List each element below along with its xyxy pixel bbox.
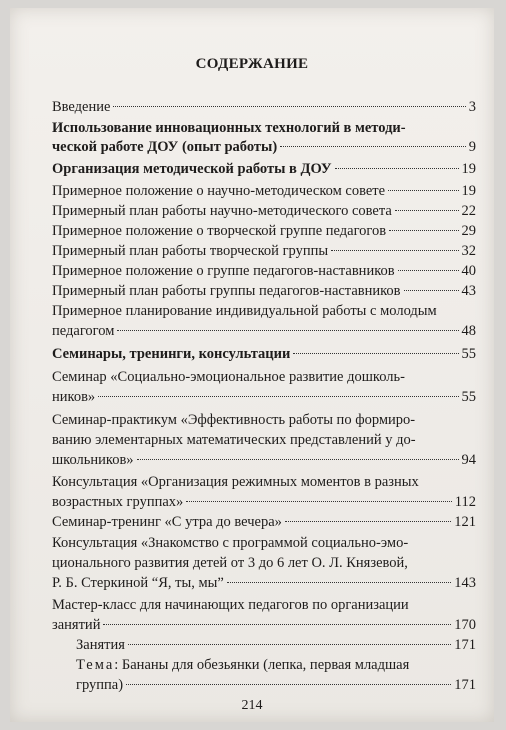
toc-entry-label: Примерный план работы творческой группы [52, 243, 329, 259]
leader-dots [395, 210, 459, 211]
theme-text: : Бананы для обезьянки (лепка, первая младшая [114, 657, 410, 673]
toc-entry-page: 29 [461, 223, 476, 239]
toc-entry-label: Примерное положение о научно-методическом совете [52, 183, 386, 199]
toc-entry-seminars [52, 345, 476, 363]
toc-entry [52, 322, 476, 340]
toc-entry-page: 112 [454, 494, 476, 510]
toc-entry [52, 451, 476, 469]
toc-entry-page: 19 [461, 161, 476, 177]
toc-entry [52, 242, 476, 260]
toc-entry-page: 40 [461, 263, 476, 279]
toc-entry-label: Введение [52, 99, 111, 115]
leader-dots [227, 582, 451, 583]
toc-entry-page: 22 [461, 203, 476, 219]
page-title: СОДЕРЖАНИЕ [195, 56, 309, 72]
toc-entry-line [76, 656, 476, 674]
toc-entry-line: ванию элементарных математических представлений у до- [52, 432, 416, 448]
toc-entry-label: возрастных группах» [52, 494, 184, 510]
toc-entry-line: Примерное планирование индивидуальной работы с молодым [52, 303, 437, 319]
leader-dots [398, 270, 459, 271]
toc-entry-page: 3 [468, 99, 476, 115]
toc-entry-innovations-line1: Использование инновационных технологий в методи- [52, 120, 406, 136]
leader-dots [404, 290, 459, 291]
toc-entry [52, 388, 476, 406]
toc-entry-label: ников» [52, 389, 96, 405]
leader-dots [98, 396, 458, 397]
toc-entry-line: Консультация «Знакомство с программой социально-эмо- [52, 535, 409, 551]
toc-entry-page: 55 [461, 346, 476, 362]
toc-entry-page: 9 [468, 139, 476, 155]
toc-entry [52, 282, 476, 300]
leader-dots [126, 684, 451, 685]
toc-entry [52, 493, 476, 511]
toc-entry-page: 55 [461, 389, 476, 405]
toc-entry-page: 43 [461, 283, 476, 299]
toc-entry-label: ческой работе ДОУ (опыт работы) [52, 139, 278, 155]
page-number: 214 [241, 698, 263, 713]
toc-entry-page: 121 [454, 514, 476, 530]
toc-entry-page: 19 [461, 183, 476, 199]
toc-entry-line: Консультация «Организация режимных моментов в разных [52, 474, 419, 490]
toc-entry-label: Примерный план работы группы педагогов-наставников [52, 283, 401, 299]
toc-entry [52, 513, 476, 531]
leader-dots [285, 521, 451, 522]
leader-dots [137, 459, 459, 460]
leader-dots [331, 250, 458, 251]
leader-dots [103, 624, 451, 625]
book-page [10, 8, 494, 722]
toc-entry-methodical-work [52, 160, 476, 178]
theme-prefix: Тема [76, 657, 115, 673]
leader-dots [128, 644, 451, 645]
toc-entry [52, 182, 476, 200]
toc-entry-label: Организация методической работы в ДОУ [52, 161, 332, 177]
toc-entry-page: 170 [454, 617, 476, 633]
toc-entry-page: 48 [461, 323, 476, 339]
leader-dots [113, 106, 465, 107]
toc-entry-label: Примерный план работы научно-методического совета [52, 203, 392, 219]
toc-entry-label: Примерное положение о творческой группе педагогов [52, 223, 387, 239]
leader-dots [186, 501, 452, 502]
toc-entry-label: Р. Б. Стеркиной “Я, ты, мы” [52, 575, 224, 591]
toc-entry-line: Мастер-класс для начинающих педагогов по организации [52, 597, 409, 613]
toc-entry-page: 171 [454, 637, 476, 653]
toc-entry-innovations [52, 138, 476, 156]
toc-entry-line: Семинар «Социально-эмоциональное развитие дошколь- [52, 369, 405, 385]
toc-entry [52, 616, 476, 634]
toc-entry-introduction [52, 98, 476, 116]
toc-entry-page: 143 [454, 575, 476, 591]
toc-entry [52, 574, 476, 592]
toc-entry-label: занятий [52, 617, 101, 633]
leader-dots [117, 330, 458, 331]
toc-entry [52, 222, 476, 240]
toc-entry-label: группа) [76, 677, 124, 693]
toc-entry-sub [76, 676, 476, 694]
toc-entry-page: 171 [454, 677, 476, 693]
leader-dots [293, 353, 458, 354]
toc-entry-label: педагогом [52, 323, 115, 339]
toc-entry-label: Семинар-тренинг «С утра до вечера» [52, 514, 282, 530]
leader-dots [389, 230, 458, 231]
toc-entry-label: Занятия [76, 637, 125, 653]
toc-entry [52, 262, 476, 280]
leader-dots [280, 146, 466, 147]
toc-entry-label: школьников» [52, 452, 134, 468]
toc-entry [52, 202, 476, 220]
toc-entry-page: 94 [461, 452, 476, 468]
toc-entry-line: ционального развития детей от 3 до 6 лет О. Л. Князевой, [52, 555, 408, 571]
leader-dots [388, 190, 458, 191]
toc-entry-page: 32 [461, 243, 476, 259]
toc-entry-sub [76, 636, 476, 654]
toc-entry-line: Семинар-практикум «Эффективность работы по формиро- [52, 412, 416, 428]
toc-entry-label: Примерное положение о группе педагогов-наставников [52, 263, 395, 279]
toc-entry-label: Семинары, тренинги, консультации [52, 346, 291, 362]
leader-dots [335, 168, 459, 169]
